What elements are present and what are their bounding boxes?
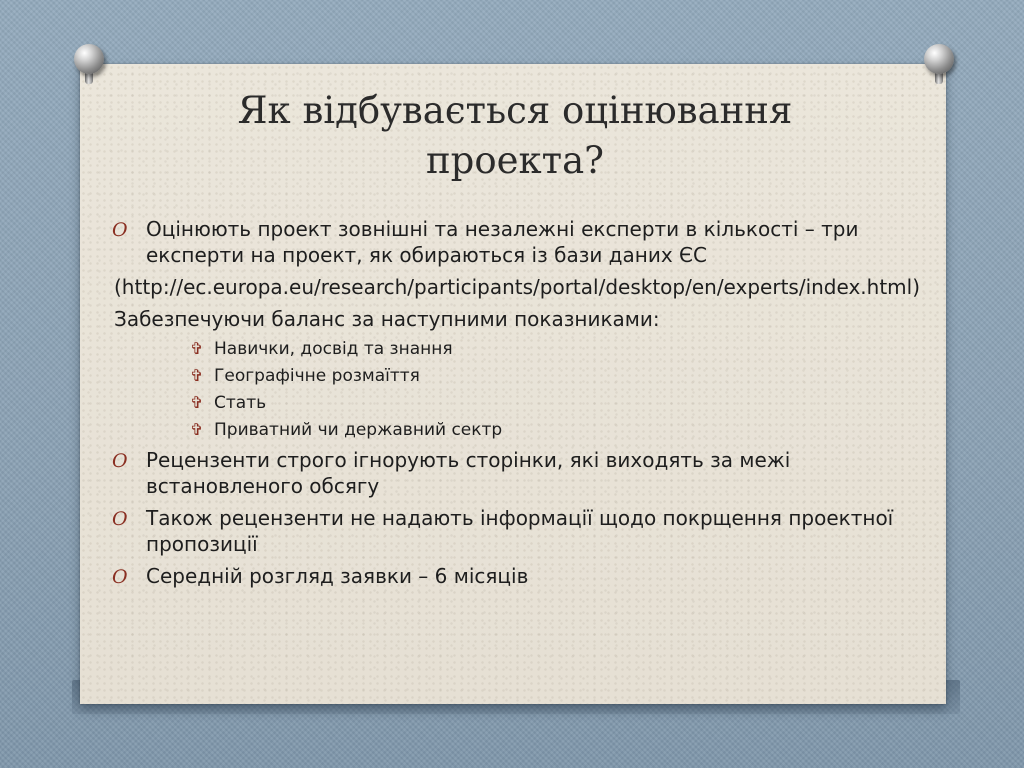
bullet-item bbox=[112, 563, 942, 589]
title-line-1: Як відбувається оцінювання bbox=[237, 89, 793, 132]
expert-database-url: (http://ec.europa.eu/research/participants/portal/desktop/en/experts/index.html) bbox=[114, 275, 920, 299]
slide-title bbox=[140, 86, 890, 186]
bullet-marker-icon: O bbox=[112, 508, 128, 530]
criteria-item bbox=[190, 392, 942, 414]
bullet-marker-icon: O bbox=[112, 219, 128, 241]
bullet-text: Середній розгляд заявки – 6 місяців bbox=[146, 564, 529, 588]
bullet-marker-icon: O bbox=[112, 450, 128, 472]
bullet-item bbox=[112, 447, 942, 499]
bullet-text: Рецензенти строго ігнорують сторінки, які виходять за межі встановленого обсягу bbox=[146, 448, 791, 498]
bullet-text: Також рецензенти не надають інформації щодо покрщення проектної пропозиції bbox=[146, 506, 894, 556]
criteria-text: Приватний чи державний сектр bbox=[214, 420, 503, 440]
cross-icon: ✞ bbox=[190, 366, 204, 385]
pushpin-right-icon bbox=[924, 44, 954, 74]
criteria-text: Стать bbox=[214, 393, 267, 413]
criteria-item bbox=[190, 365, 942, 387]
pushpin-left-icon bbox=[74, 44, 104, 74]
title-line-2: проекта? bbox=[425, 139, 604, 182]
bullet-item bbox=[112, 216, 942, 268]
bullet-item bbox=[112, 505, 942, 557]
cross-icon: ✞ bbox=[190, 339, 204, 358]
criteria-text: Географічне розмаїття bbox=[214, 366, 420, 386]
criteria-list bbox=[190, 338, 942, 441]
slide-content bbox=[112, 216, 942, 595]
criteria-item bbox=[190, 338, 942, 360]
cross-icon: ✞ bbox=[190, 393, 204, 412]
criteria-text: Навички, досвід та знання bbox=[214, 339, 453, 359]
bullet-marker-icon: O bbox=[112, 566, 128, 588]
balance-heading: Забезпечуючи баланс за наступними показниками: bbox=[114, 307, 660, 331]
bullet-text: Оцінюють проект зовнішні та незалежні експерти в кількості – три експерти на проект, як обираються із бази даних ЄС bbox=[146, 217, 859, 267]
cross-icon: ✞ bbox=[190, 420, 204, 439]
criteria-item bbox=[190, 419, 942, 441]
